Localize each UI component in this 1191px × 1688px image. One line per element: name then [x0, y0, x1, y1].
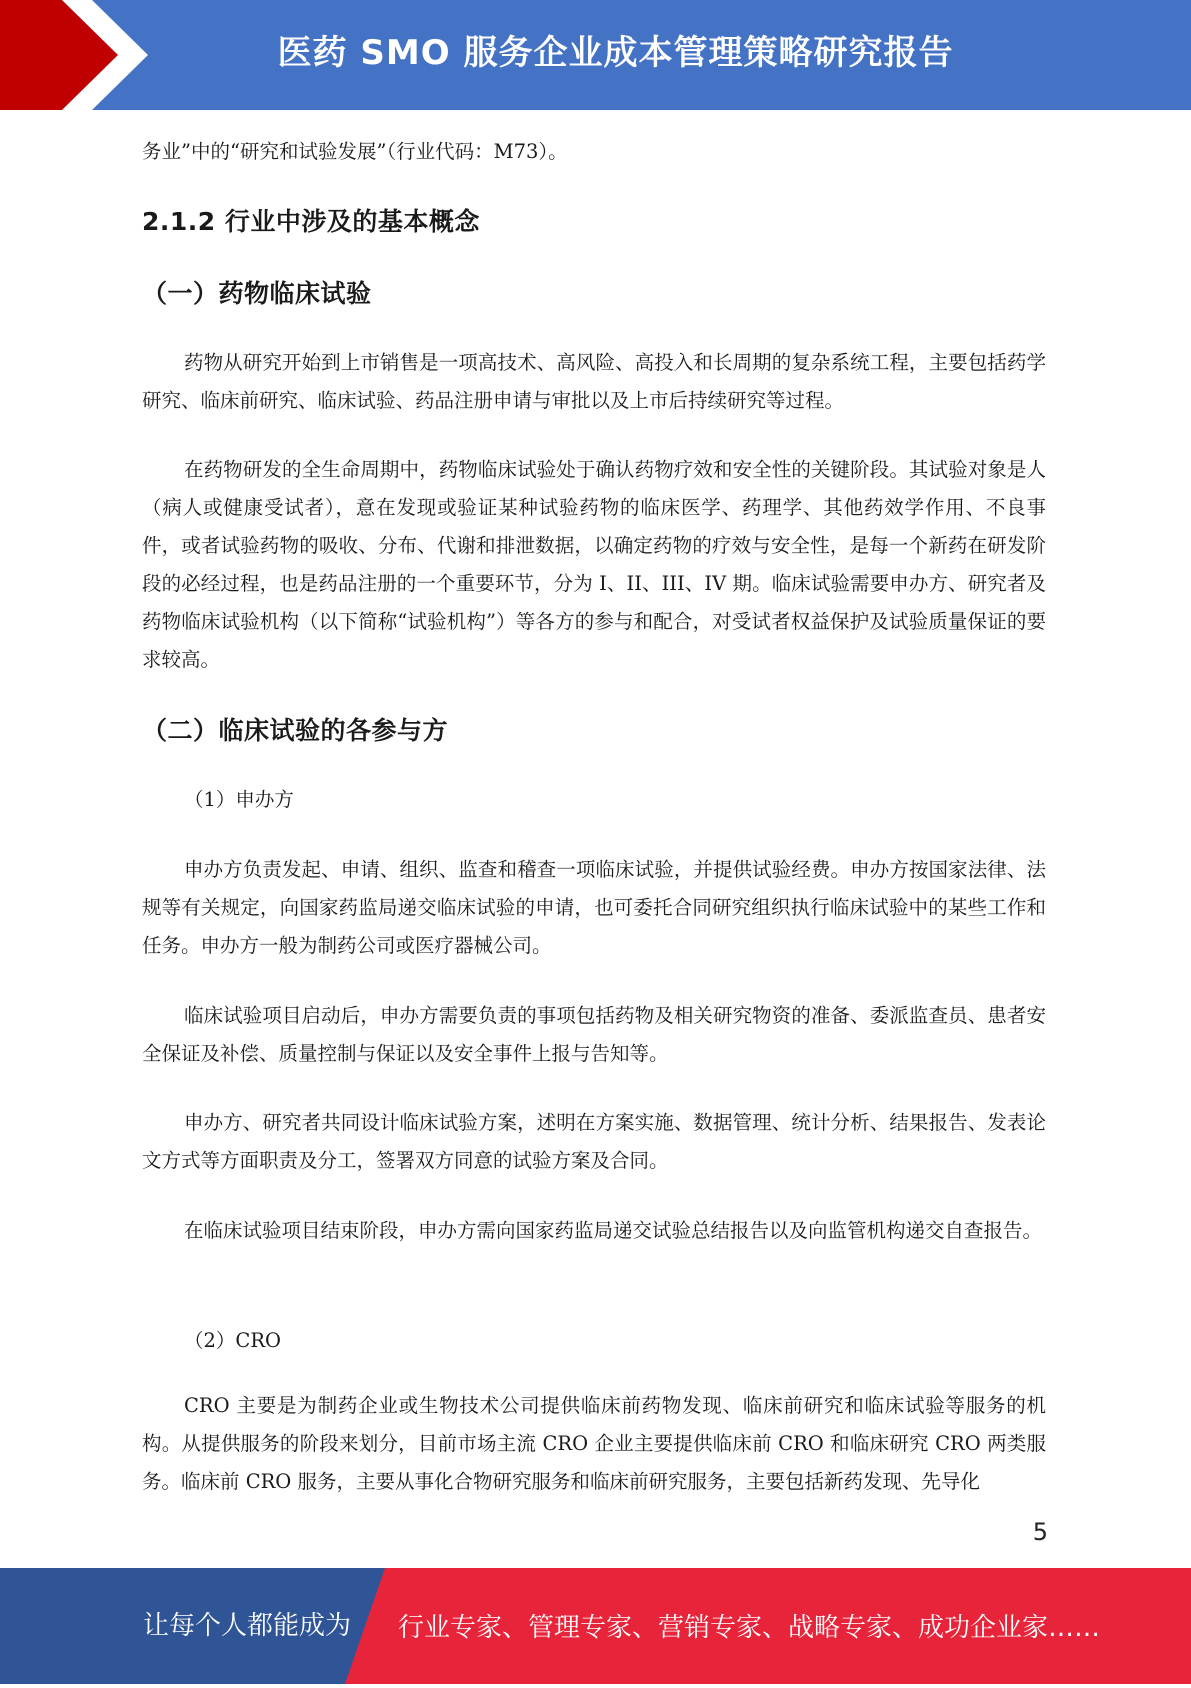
- paragraph: 在药物研发的全生命周期中，药物临床试验处于确认药物疗效和安全性的关键阶段。其试验对象是人（病人或健康受试者），意在发现或验证某种试验药物的临床医学、药理学、其他药效学作用、不良事件，或者试验药物的吸收、分布、代谢和排泄数据，以确定药物的疗效与安全性，是每一个新药在研发阶段的必经过程，也是药品注册的一个重要环节，分为 I、II、III、IV 期。临床试验需要申办方、研究者及药物临床试验机构（以下简称“试验机构”）等各方的参与和配合，对受试者权益保护及试验质量保证的要求较高。: [142, 458, 1046, 671]
- section-heading-2-1-2: 2.1.2 行业中涉及的基本概念: [142, 207, 480, 236]
- paragraph: CRO 主要是为制药企业或生物技术公司提供临床前药物发现、临床前研究和临床试验等服务的机构。从提供服务的阶段来划分，目前市场主流 CRO 企业主要提供临床前 CRO 和临床研究 CRO 两类服务。临床前 CRO 服务，主要从事化合物研究服务和临床前研究服务，主要包括新药发现、先导化: [142, 1394, 1046, 1493]
- paragraph: 药物从研究开始到上市销售是一项高技术、高风险、高投入和长周期的复杂系统工程，主要包括药学研究、临床前研究、临床试验、药品注册申请与审批以及上市后持续研究等过程。: [142, 351, 1046, 412]
- subheading-cro: （2）CRO: [184, 1329, 281, 1352]
- red-arrow-icon: [0, 0, 160, 110]
- footer-slogan-right: 行业专家、管理专家、营销专家、战略专家、成功企业家……: [398, 1613, 1101, 1643]
- paragraph: 申办方负责发起、申请、组织、监查和稽查一项临床试验，并提供试验经费。申办方按国家法律、法规等有关规定，向国家药监局递交临床试验的申请，也可委托合同研究组织执行临床试验中的某些工作和任务。申办方一般为制药公司或医疗器械公司。: [142, 858, 1046, 957]
- paragraph: 临床试验项目启动后，申办方需要负责的事项包括药物及相关研究物资的准备、委派监查员、患者安全保证及补偿、质量控制与保证以及安全事件上报与告知等。: [142, 1004, 1046, 1065]
- footer-banner: [0, 1568, 1191, 1684]
- heading-trial-participants: （二）临床试验的各参与方: [142, 716, 449, 745]
- subheading-sponsor: （1）申办方: [184, 788, 294, 811]
- page-number: 5: [1032, 1518, 1048, 1546]
- footer-slogan-left: 让每个人都能成为: [143, 1611, 352, 1641]
- header-band: [0, 0, 1191, 110]
- paragraph: 在临床试验项目结束阶段，申办方需向国家药监局递交试验总结报告以及向监管机构递交自查报告。: [184, 1219, 1043, 1242]
- paragraph: 申办方、研究者共同设计临床试验方案，述明在方案实施、数据管理、统计分析、结果报告、发表论文方式等方面职责及分工，签署双方同意的试验方案及合同。: [142, 1111, 1046, 1172]
- report-title: 医药 SMO 服务企业成本管理策略研究报告: [277, 33, 954, 73]
- intro-paragraph: 务业”中的“研究和试验发展”（行业代码：M73）。: [142, 140, 568, 163]
- heading-drug-clinical-trial: （一）药物临床试验: [142, 279, 372, 308]
